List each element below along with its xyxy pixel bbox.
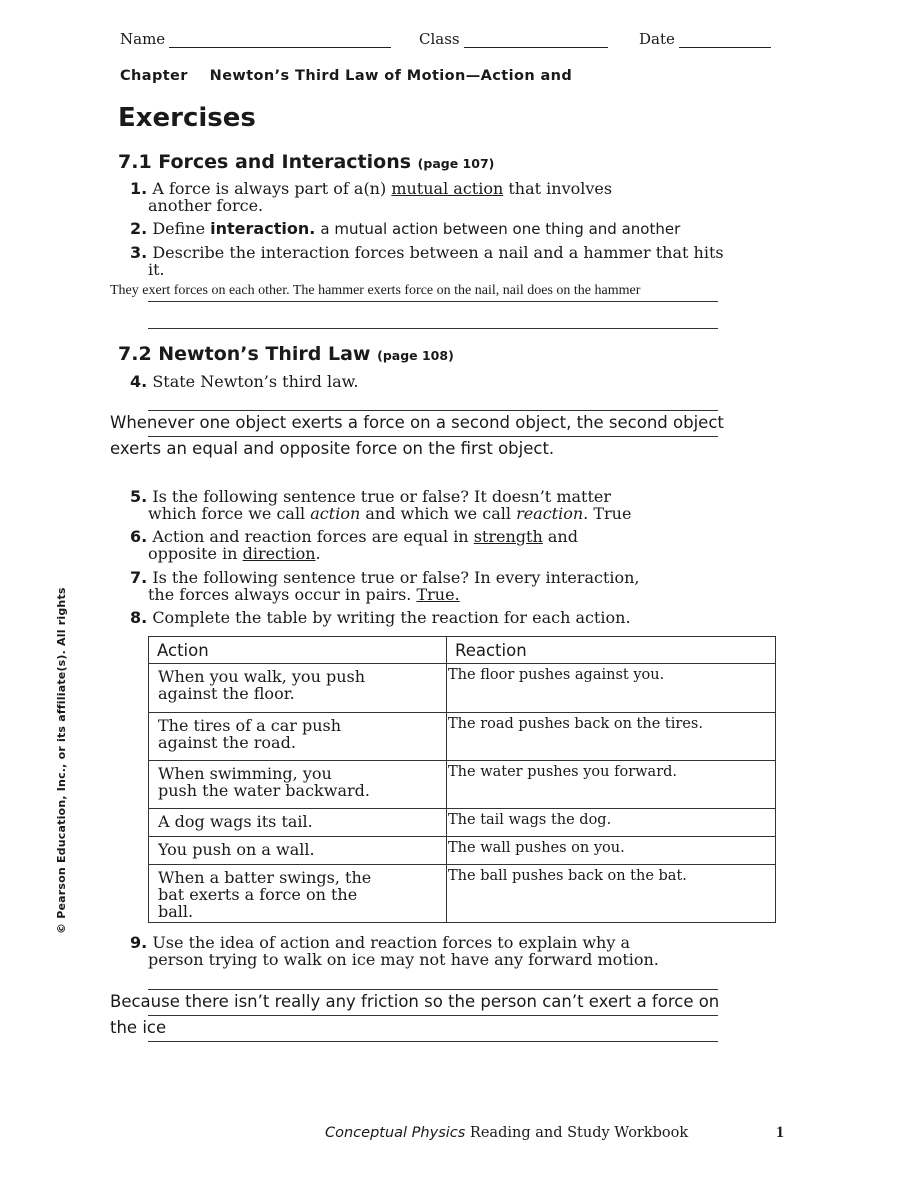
- question-8: 8. Complete the table by writing the reaction for each action.: [130, 608, 631, 627]
- action-reaction-table: [148, 636, 776, 923]
- answer-line: [148, 301, 718, 302]
- table-row: [149, 761, 776, 809]
- reaction-cell: The floor pushes against you.: [447, 664, 776, 713]
- date-field: Date: [639, 30, 771, 48]
- answer-line: [148, 328, 718, 329]
- table-row: [149, 713, 776, 761]
- reaction-cell: The tail wags the dog.: [447, 809, 776, 837]
- table-row: [149, 664, 776, 713]
- question-4: 4. State Newton’s third law.: [130, 372, 359, 391]
- question-9: 9. Use the idea of action and reaction forces to explain why a person trying to walk on ice may not have any forward motion.: [130, 933, 659, 969]
- table-row: [149, 837, 776, 865]
- action-cell: When a batter swings, the bat exerts a force on the ball.: [149, 865, 447, 923]
- footer-book-title: Conceptual Physics Reading and Study Workbook: [325, 1125, 689, 1141]
- question-3: 3. Describe the interaction forces between a nail and a hammer that hits it.: [130, 243, 724, 279]
- question-1: 1. A force is always part of a(n) mutual action that involves another force.: [130, 179, 613, 215]
- action-cell: When swimming, you push the water backward.: [149, 761, 447, 809]
- answer-line: [148, 989, 718, 990]
- class-field: Class: [419, 30, 608, 48]
- answer-line: [148, 410, 718, 411]
- column-header-action: Action: [149, 637, 447, 664]
- reaction-cell: The road pushes back on the tires.: [447, 713, 776, 761]
- page-number: 1: [776, 1124, 784, 1141]
- reaction-cell: The water pushes you forward.: [447, 761, 776, 809]
- table-header-row: [149, 637, 776, 664]
- copyright-sidebar: © Pearson Education, Inc., or its affiliate(s). All rights: [55, 587, 68, 934]
- action-cell: A dog wags its tail.: [149, 809, 447, 837]
- answer-9-line-2: the ice: [110, 1018, 167, 1037]
- name-field: Name: [120, 30, 391, 48]
- action-cell: When you walk, you push against the floor.: [149, 664, 447, 713]
- question-5: 5. Is the following sentence true or false? It doesn’t matter which force we call action and which we call reaction. True: [130, 487, 632, 523]
- answer-mutual-action: mutual action: [391, 179, 504, 198]
- reaction-cell: The ball pushes back on the bat.: [447, 865, 776, 923]
- answer-9-line-1: Because there isn’t really any friction so the person can’t exert a force on: [110, 992, 720, 1011]
- answer-direction: direction: [242, 544, 316, 563]
- reaction-cell: The wall pushes on you.: [447, 837, 776, 865]
- page-title: Exercises: [118, 103, 256, 133]
- answer-5: True: [593, 504, 632, 523]
- action-cell: You push on a wall.: [149, 837, 447, 865]
- answer-3: They exert forces on each other. The hammer exerts force on the nail, nail does on the hammer: [110, 283, 641, 298]
- question-2: 2. Define interaction. a mutual action between one thing and another: [130, 219, 681, 238]
- answer-line: [148, 1041, 718, 1042]
- answer-4-line-2: exerts an equal and opposite force on the first object.: [110, 439, 555, 458]
- table-row: [149, 809, 776, 837]
- question-6: 6. Action and reaction forces are equal in strength and opposite in direction.: [130, 527, 578, 563]
- section-heading-7-1: 7.1 Forces and Interactions (page 107): [118, 151, 495, 173]
- answer-7: True.: [416, 585, 460, 604]
- answer-interaction: a mutual action between one thing and another: [320, 220, 681, 238]
- answer-line: [148, 436, 718, 437]
- answer-line: [148, 1015, 718, 1016]
- question-7: 7. Is the following sentence true or false? In every interaction, the forces always occur in pairs. True.: [130, 568, 640, 604]
- answer-4-line-1: Whenever one object exerts a force on a second object, the second object: [110, 413, 724, 432]
- column-header-reaction: Reaction: [447, 637, 776, 664]
- answer-strength: strength: [473, 527, 543, 546]
- table-row: [149, 865, 776, 923]
- chapter-line: Chapter Newton’s Third Law of Motion—Action and: [120, 68, 573, 84]
- section-heading-7-2: 7.2 Newton’s Third Law (page 108): [118, 343, 454, 365]
- action-cell: The tires of a car push against the road.: [149, 713, 447, 761]
